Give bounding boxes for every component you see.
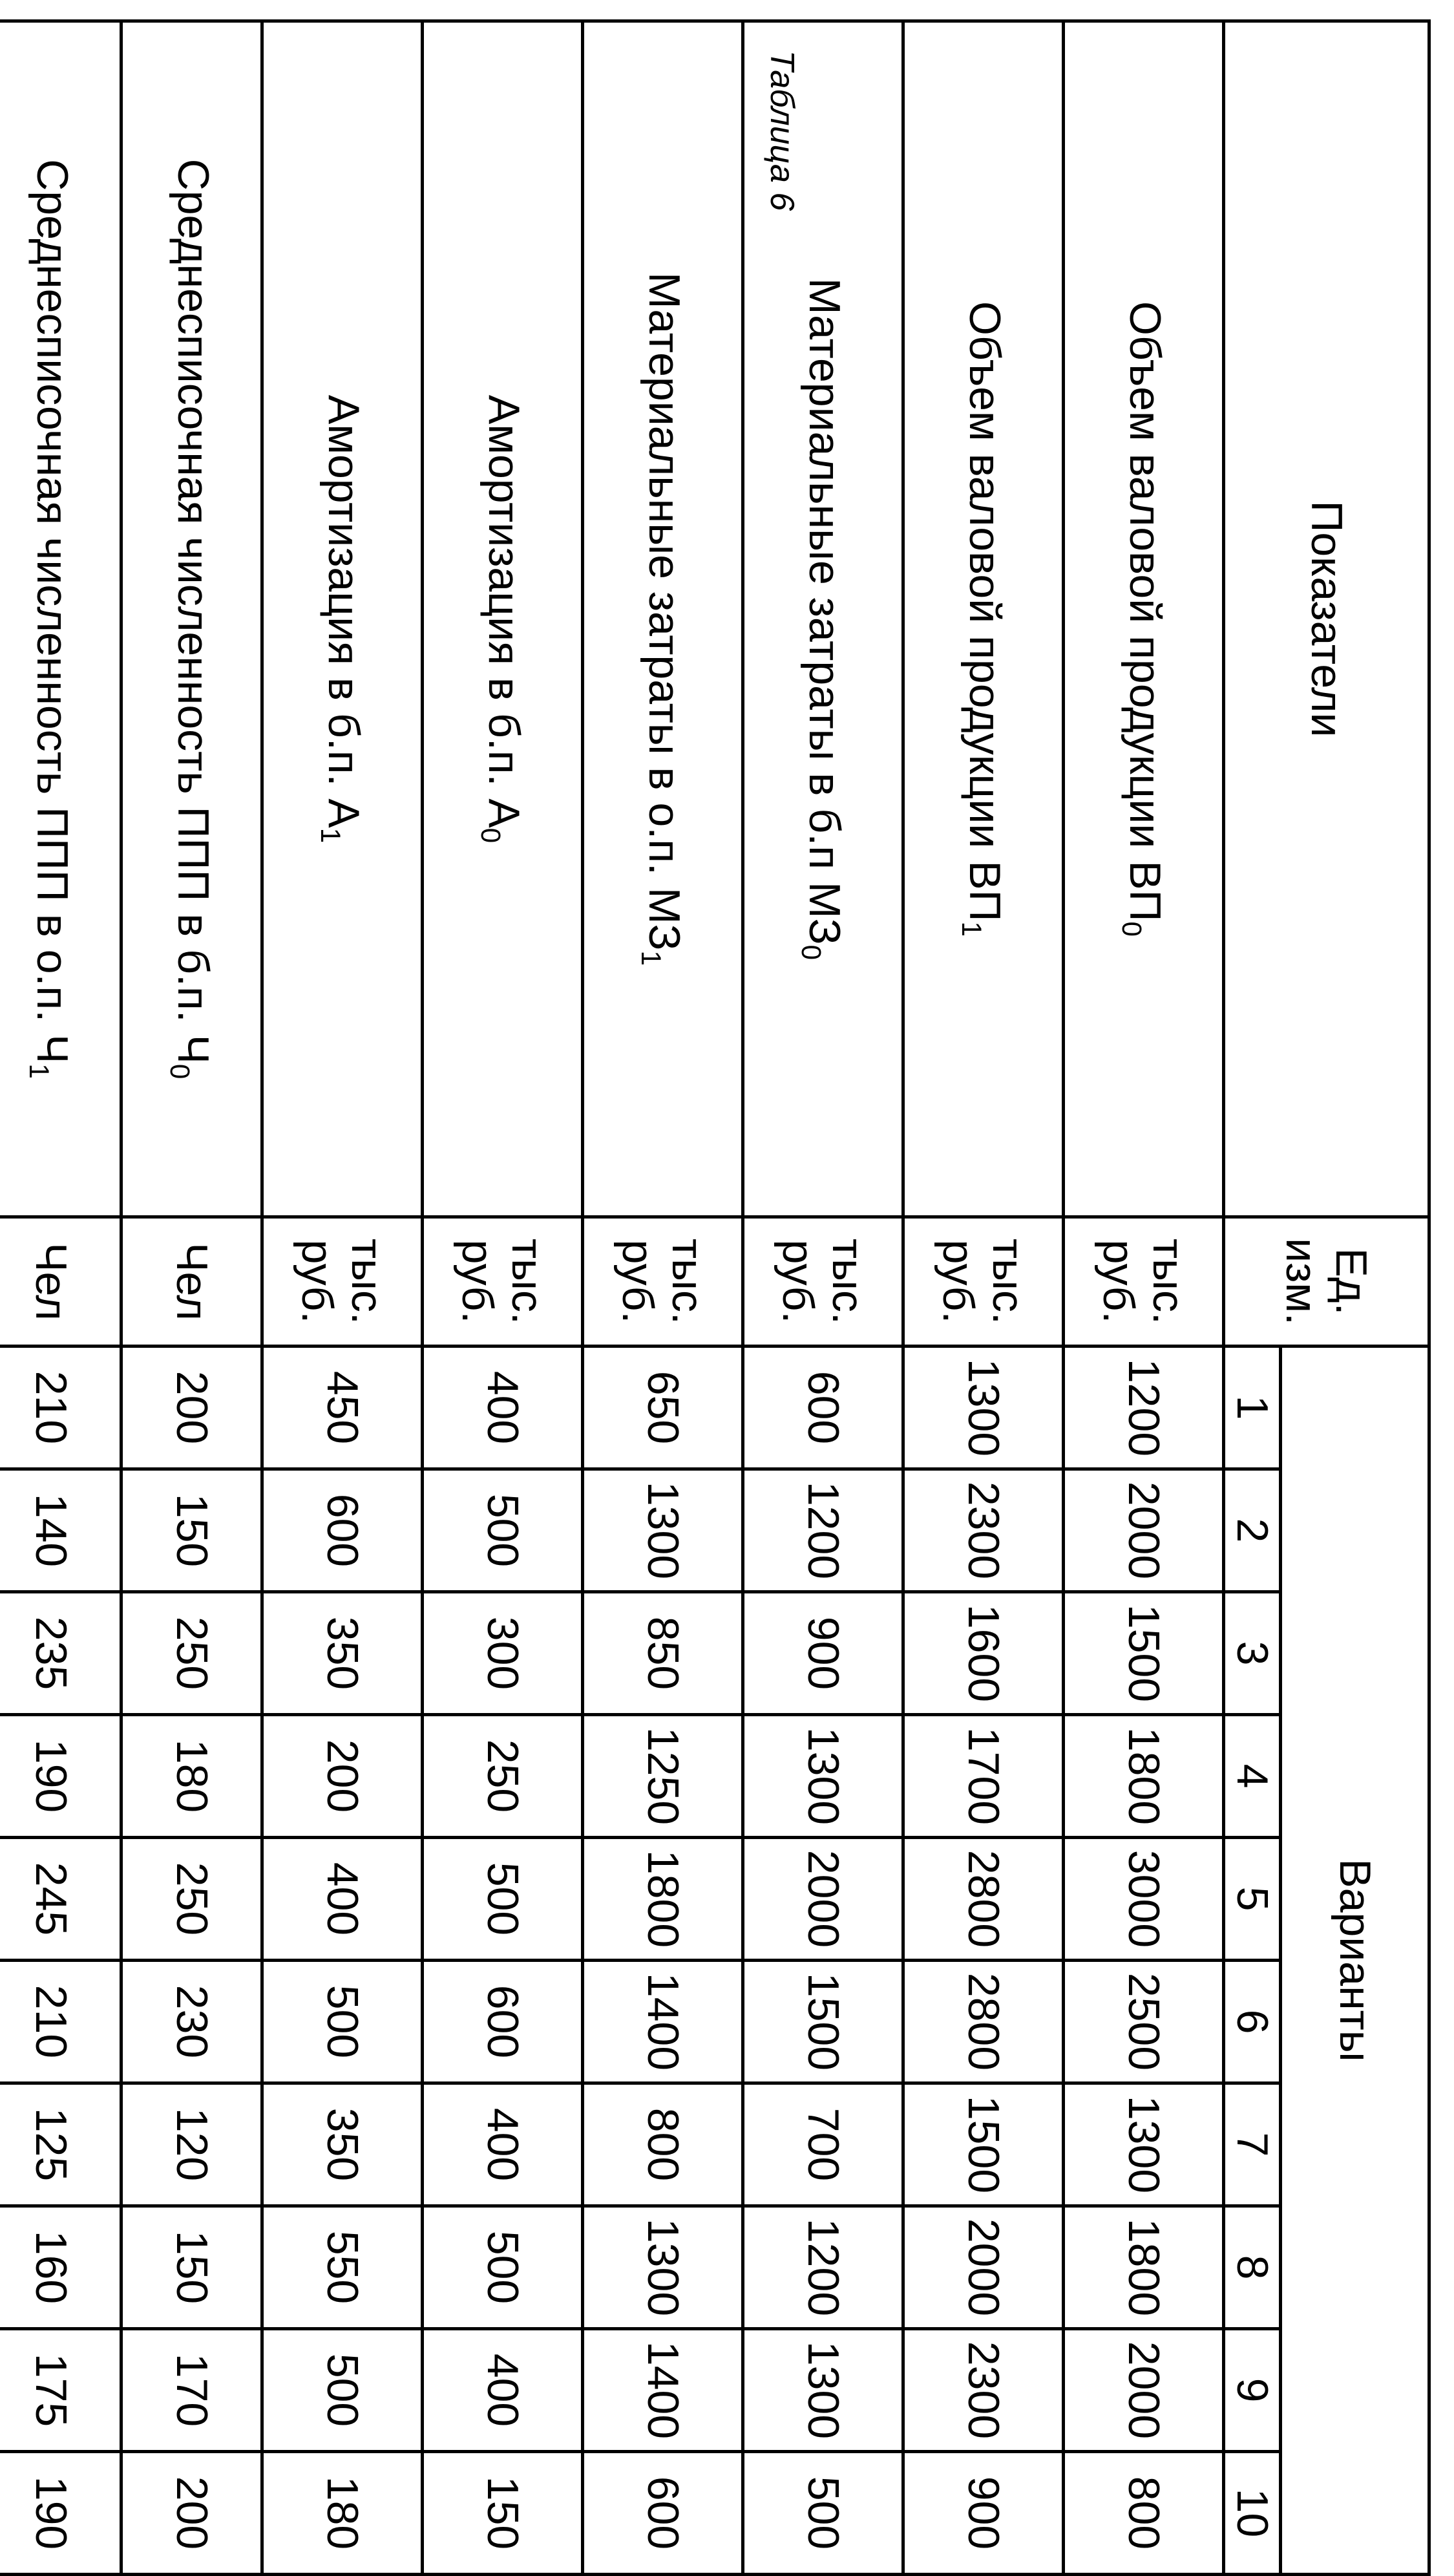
value-cell-variant-4: 1800 <box>1064 1715 1224 1838</box>
data-table <box>0 19 1431 2576</box>
value-cell-variant-4: 1300 <box>743 1715 903 1838</box>
variant-number-4: 4 <box>1224 1715 1281 1838</box>
value-cell-variant-3: 350 <box>262 1592 423 1715</box>
value-cell-variant-7: 1500 <box>903 2083 1064 2206</box>
value-cell-variant-4: 1700 <box>903 1715 1064 1838</box>
table-row <box>1064 21 1224 2575</box>
value-cell-variant-7: 125 <box>0 2083 121 2206</box>
unit-cell: тыс. руб. <box>583 1217 743 1347</box>
value-cell-variant-4: 180 <box>121 1715 262 1838</box>
value-cell-variant-9: 2300 <box>903 2329 1064 2452</box>
value-cell-variant-5: 3000 <box>1064 1838 1224 1961</box>
indicator-text: Объем валовой продукции ВП <box>960 301 1010 922</box>
table-row <box>423 21 583 2575</box>
variant-number-5: 5 <box>1224 1838 1281 1961</box>
value-cell-variant-5: 245 <box>0 1838 121 1961</box>
value-cell-variant-3: 850 <box>583 1592 743 1715</box>
value-cell-variant-10: 500 <box>743 2452 903 2575</box>
header-indicators: Показатели <box>1224 21 1429 1217</box>
value-cell-variant-2: 500 <box>423 1469 583 1592</box>
value-cell-variant-6: 210 <box>0 1961 121 2083</box>
indicator-label <box>262 21 423 1217</box>
value-cell-variant-9: 2000 <box>1064 2329 1224 2452</box>
unit-cell: тыс. руб. <box>423 1217 583 1347</box>
value-cell-variant-2: 600 <box>262 1469 423 1592</box>
table-row <box>262 21 423 2575</box>
indicator-text: Среднесписочная численность ППП в б.п. Ч <box>169 158 218 1064</box>
variant-number-1: 1 <box>1224 1347 1281 1469</box>
indicator-subscript: 0 <box>796 944 827 961</box>
indicator-subscript: 1 <box>636 950 667 966</box>
value-cell-variant-9: 170 <box>121 2329 262 2452</box>
value-cell-variant-2: 2000 <box>1064 1469 1224 1592</box>
variant-number-2: 2 <box>1224 1469 1281 1592</box>
table-caption: Таблица 6 <box>763 50 801 211</box>
unit-cell: Чел <box>121 1217 262 1347</box>
indicator-text: Амортизация в б.п. А <box>479 394 529 828</box>
table-row <box>583 21 743 2575</box>
unit-cell: Чел <box>0 1217 121 1347</box>
unit-cell: тыс. руб. <box>1064 1217 1224 1347</box>
indicator-text: Объем валовой продукции ВП <box>1121 301 1170 922</box>
value-cell-variant-5: 2800 <box>903 1838 1064 1961</box>
header-unit: Ед. изм. <box>1224 1217 1429 1347</box>
variant-number-3: 3 <box>1224 1592 1281 1715</box>
value-cell-variant-6: 1500 <box>743 1961 903 2083</box>
indicator-label <box>121 21 262 1217</box>
value-cell-variant-9: 400 <box>423 2329 583 2452</box>
value-cell-variant-1: 400 <box>423 1347 583 1469</box>
value-cell-variant-5: 1800 <box>583 1838 743 1961</box>
value-cell-variant-8: 1300 <box>583 2206 743 2329</box>
value-cell-variant-6: 2800 <box>903 1961 1064 2083</box>
value-cell-variant-7: 700 <box>743 2083 903 2206</box>
table-body <box>0 21 1429 2575</box>
value-cell-variant-8: 1200 <box>743 2206 903 2329</box>
value-cell-variant-4: 250 <box>423 1715 583 1838</box>
value-cell-variant-2: 150 <box>121 1469 262 1592</box>
indicator-label <box>743 21 903 1217</box>
indicator-label <box>583 21 743 1217</box>
unit-cell: тыс. руб. <box>262 1217 423 1347</box>
value-cell-variant-1: 1200 <box>1064 1347 1224 1469</box>
value-cell-variant-7: 120 <box>121 2083 262 2206</box>
value-cell-variant-8: 160 <box>0 2206 121 2329</box>
value-cell-variant-7: 350 <box>262 2083 423 2206</box>
value-cell-variant-5: 250 <box>121 1838 262 1961</box>
rotated-table-area <box>24 19 1431 2573</box>
value-cell-variant-5: 500 <box>423 1838 583 1961</box>
unit-cell: тыс. руб. <box>903 1217 1064 1347</box>
value-cell-variant-2: 1300 <box>583 1469 743 1592</box>
value-cell-variant-7: 400 <box>423 2083 583 2206</box>
value-cell-variant-6: 230 <box>121 1961 262 2083</box>
indicator-text: Материальные затраты в о.п. МЗ <box>640 271 690 951</box>
variant-number-6: 6 <box>1224 1961 1281 2083</box>
variant-number-9: 9 <box>1224 2329 1281 2452</box>
value-cell-variant-3: 235 <box>0 1592 121 1715</box>
indicator-subscript: 1 <box>315 827 346 844</box>
value-cell-variant-3: 1600 <box>903 1592 1064 1715</box>
value-cell-variant-6: 500 <box>262 1961 423 2083</box>
variant-number-10: 10 <box>1224 2452 1281 2575</box>
indicator-label <box>1064 21 1224 1217</box>
value-cell-variant-6: 600 <box>423 1961 583 2083</box>
value-cell-variant-10: 180 <box>262 2452 423 2575</box>
indicator-text: Амортизация в б.п. А <box>319 394 369 828</box>
value-cell-variant-1: 200 <box>121 1347 262 1469</box>
value-cell-variant-3: 900 <box>743 1592 903 1715</box>
value-cell-variant-9: 1400 <box>583 2329 743 2452</box>
value-cell-variant-1: 600 <box>743 1347 903 1469</box>
indicator-subscript: 0 <box>476 827 507 844</box>
unit-cell: тыс. руб. <box>743 1217 903 1347</box>
variant-number-8: 8 <box>1224 2206 1281 2329</box>
indicator-text: Среднесписочная численность ППП в о.п. Ч <box>28 159 78 1064</box>
value-cell-variant-6: 1400 <box>583 1961 743 2083</box>
value-cell-variant-6: 2500 <box>1064 1961 1224 2083</box>
value-cell-variant-2: 140 <box>0 1469 121 1592</box>
value-cell-variant-5: 400 <box>262 1838 423 1961</box>
variant-number-7: 7 <box>1224 2083 1281 2206</box>
value-cell-variant-8: 1800 <box>1064 2206 1224 2329</box>
value-cell-variant-9: 175 <box>0 2329 121 2452</box>
value-cell-variant-3: 250 <box>121 1592 262 1715</box>
value-cell-variant-3: 300 <box>423 1592 583 1715</box>
value-cell-variant-2: 2300 <box>903 1469 1064 1592</box>
value-cell-variant-1: 210 <box>0 1347 121 1469</box>
value-cell-variant-8: 550 <box>262 2206 423 2329</box>
header-row-top <box>1281 21 1429 2575</box>
indicator-subscript: 1 <box>956 921 987 937</box>
value-cell-variant-10: 600 <box>583 2452 743 2575</box>
value-cell-variant-10: 200 <box>121 2452 262 2575</box>
value-cell-variant-10: 800 <box>1064 2452 1224 2575</box>
header-variants: Варианты <box>1281 1347 1429 2575</box>
value-cell-variant-1: 650 <box>583 1347 743 1469</box>
value-cell-variant-1: 1300 <box>903 1347 1064 1469</box>
indicator-subscript: 0 <box>165 1063 196 1080</box>
value-cell-variant-9: 500 <box>262 2329 423 2452</box>
value-cell-variant-8: 150 <box>121 2206 262 2329</box>
table-row <box>743 21 903 2575</box>
value-cell-variant-4: 190 <box>0 1715 121 1838</box>
table-row <box>121 21 262 2575</box>
indicator-text: Материальные затраты в б.п МЗ <box>800 277 850 945</box>
indicator-label <box>0 21 121 1217</box>
table-row <box>903 21 1064 2575</box>
value-cell-variant-7: 1300 <box>1064 2083 1224 2206</box>
table-row <box>0 21 121 2575</box>
value-cell-variant-8: 500 <box>423 2206 583 2329</box>
indicator-label <box>423 21 583 1217</box>
value-cell-variant-10: 900 <box>903 2452 1064 2575</box>
value-cell-variant-7: 800 <box>583 2083 743 2206</box>
value-cell-variant-5: 2000 <box>743 1838 903 1961</box>
value-cell-variant-10: 190 <box>0 2452 121 2575</box>
value-cell-variant-4: 1250 <box>583 1715 743 1838</box>
value-cell-variant-1: 450 <box>262 1347 423 1469</box>
indicator-subscript: 0 <box>1117 921 1148 937</box>
indicator-label <box>903 21 1064 1217</box>
value-cell-variant-8: 2000 <box>903 2206 1064 2329</box>
value-cell-variant-2: 1200 <box>743 1469 903 1592</box>
value-cell-variant-3: 1500 <box>1064 1592 1224 1715</box>
indicator-subscript: 1 <box>24 1063 55 1079</box>
value-cell-variant-10: 150 <box>423 2452 583 2575</box>
value-cell-variant-4: 200 <box>262 1715 423 1838</box>
value-cell-variant-9: 1300 <box>743 2329 903 2452</box>
